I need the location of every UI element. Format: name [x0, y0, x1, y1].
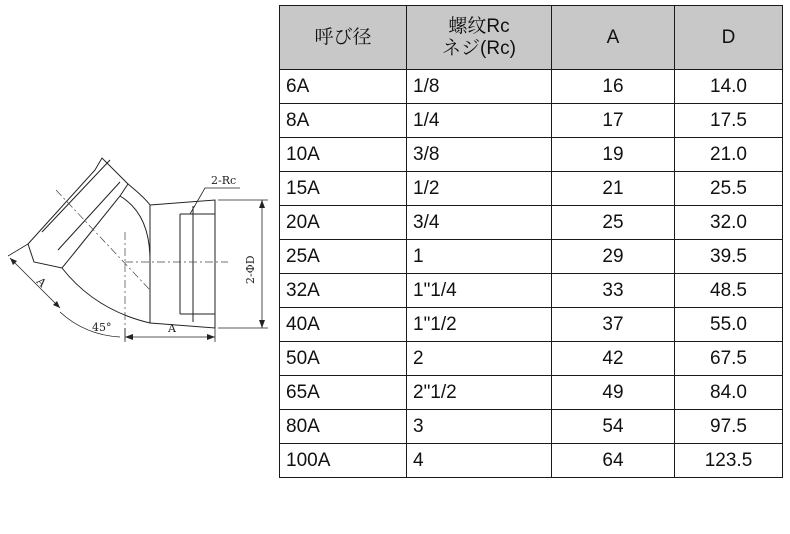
- cell-size: 40A: [280, 308, 407, 342]
- cell-thread: 2"1/2: [407, 376, 552, 410]
- cell-d: 55.0: [675, 308, 783, 342]
- cell-thread: 1/2: [407, 172, 552, 206]
- cell-d: 39.5: [675, 240, 783, 274]
- arrow-d-bottom: [259, 320, 265, 328]
- table-row: [280, 308, 783, 342]
- cell-d: 14.0: [675, 70, 783, 104]
- cell-a: 29: [552, 240, 675, 274]
- cell-size: 25A: [280, 240, 407, 274]
- body-top-curve: [128, 184, 150, 205]
- cell-a: 16: [552, 70, 675, 104]
- table-row: [280, 274, 783, 308]
- cell-a: 17: [552, 104, 675, 138]
- cell-size: 6A: [280, 70, 407, 104]
- cell-size: 10A: [280, 138, 407, 172]
- header-d: D: [675, 6, 783, 70]
- cell-d: 97.5: [675, 410, 783, 444]
- left-socket-outline: [28, 158, 128, 268]
- header-thread: [407, 6, 552, 70]
- cell-size: 65A: [280, 376, 407, 410]
- table-row: [280, 206, 783, 240]
- cell-d: 84.0: [675, 376, 783, 410]
- table-row: [280, 172, 783, 206]
- cell-d: 25.5: [675, 172, 783, 206]
- header-a: A: [552, 6, 675, 70]
- body-inner-curve: [120, 196, 150, 260]
- cell-thread: 3: [407, 410, 552, 444]
- cell-a: 42: [552, 342, 675, 376]
- cell-a: 54: [552, 410, 675, 444]
- cell-d: 123.5: [675, 444, 783, 478]
- cell-a: 64: [552, 444, 675, 478]
- dim-d-label: 2-ΦD: [244, 255, 257, 284]
- header-thread-line1: 螺纹Rc: [448, 15, 510, 37]
- elbow-45-drawing: [0, 0, 275, 534]
- table-row: [280, 342, 783, 376]
- arrow-d-top: [259, 200, 265, 208]
- dim-a-bottom-label: A: [168, 322, 176, 335]
- cell-size: 100A: [280, 444, 407, 478]
- cell-thread: 3/8: [407, 138, 552, 172]
- angled-centerline: [56, 190, 150, 290]
- cell-d: 67.5: [675, 342, 783, 376]
- cell-size: 8A: [280, 104, 407, 138]
- cell-thread: 1"1/4: [407, 274, 552, 308]
- table-row: [280, 104, 783, 138]
- cell-thread: 2: [407, 342, 552, 376]
- cell-d: 21.0: [675, 138, 783, 172]
- cell-size: 20A: [280, 206, 407, 240]
- table-row: [280, 70, 783, 104]
- cell-a: 25: [552, 206, 675, 240]
- cell-size: 15A: [280, 172, 407, 206]
- cell-thread: 4: [407, 444, 552, 478]
- dim-a-left-ext: [8, 244, 28, 256]
- table-row: [280, 410, 783, 444]
- cell-thread: 1/8: [407, 70, 552, 104]
- table-row: [280, 376, 783, 410]
- table-row: [280, 138, 783, 172]
- table-row: [280, 444, 783, 478]
- callout-thread-label: 2-Rc: [211, 174, 237, 187]
- dim-a-left-label: A: [33, 274, 49, 290]
- arrow-a-left: [125, 334, 133, 340]
- dimension-table: [279, 5, 783, 478]
- cell-d: 48.5: [675, 274, 783, 308]
- arrow-a-right: [207, 334, 215, 340]
- cell-thread: 1"1/2: [407, 308, 552, 342]
- cell-thread: 1/4: [407, 104, 552, 138]
- cell-thread: 3/4: [407, 206, 552, 240]
- cell-a: 19: [552, 138, 675, 172]
- header-size: 呼び径: [280, 6, 407, 70]
- cell-a: 49: [552, 376, 675, 410]
- right-socket-outline: [150, 200, 215, 328]
- cell-size: 32A: [280, 274, 407, 308]
- cell-a: 37: [552, 308, 675, 342]
- cell-d: 32.0: [675, 206, 783, 240]
- cell-size: 50A: [280, 342, 407, 376]
- cell-d: 17.5: [675, 104, 783, 138]
- table-row: [280, 240, 783, 274]
- angle-label: 45°: [92, 321, 112, 334]
- cell-size: 80A: [280, 410, 407, 444]
- left-socket-inner-line: [58, 182, 120, 250]
- cell-a: 21: [552, 172, 675, 206]
- table-header-row: [280, 6, 783, 70]
- cell-a: 33: [552, 274, 675, 308]
- header-thread-line2: ネジ(Rc): [442, 37, 516, 59]
- cell-thread: 1: [407, 240, 552, 274]
